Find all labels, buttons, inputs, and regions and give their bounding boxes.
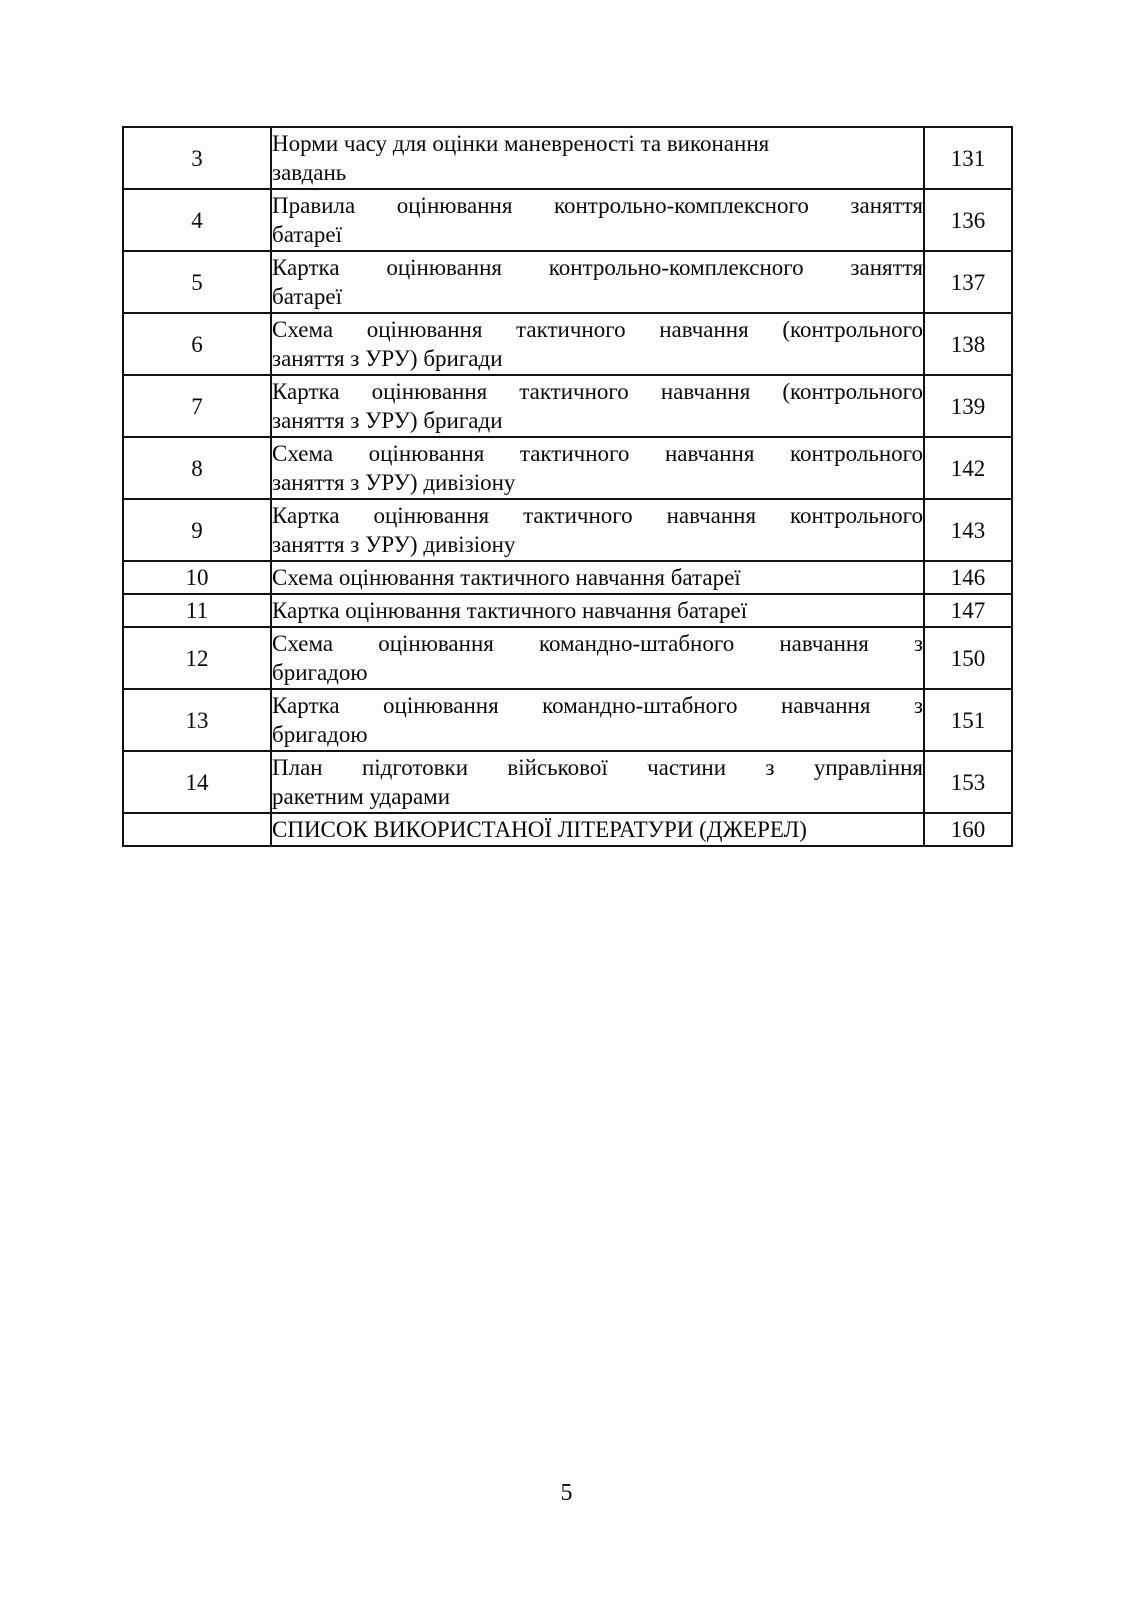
toc-row xyxy=(123,251,1012,313)
toc-title-line: Картка оцінювання тактичного навчання (контрольного xyxy=(272,379,923,404)
toc-title-line: Картка оцінювання командно-штабного навчання з xyxy=(272,693,923,718)
toc-title-line: заняття з УРУ) дивізіону xyxy=(272,470,516,495)
toc-title-line: План підготовки військової частини з управління xyxy=(272,755,923,780)
toc-row-number: 10 xyxy=(123,561,271,594)
toc-row-number xyxy=(123,813,271,846)
toc-row xyxy=(123,499,1012,561)
toc-row xyxy=(123,313,1012,375)
toc-row xyxy=(123,751,1012,813)
toc-row-title xyxy=(271,437,924,499)
toc-title-line: СПИСОК ВИКОРИСТАНОЇ ЛІТЕРАТУРИ (ДЖЕРЕЛ) xyxy=(272,817,807,842)
toc-title-line: батареї xyxy=(272,222,342,247)
toc-title-line: Схема оцінювання командно-штабного навчання з xyxy=(272,631,923,656)
toc-row-page: 136 xyxy=(924,189,1012,251)
toc-row-number: 7 xyxy=(123,375,271,437)
toc-row-title xyxy=(271,127,924,189)
toc-row-title xyxy=(271,375,924,437)
toc-row-number: 9 xyxy=(123,499,271,561)
toc-title-line: Схема оцінювання тактичного навчання батареї xyxy=(272,565,741,590)
toc-row-number: 3 xyxy=(123,127,271,189)
toc-row-number: 14 xyxy=(123,751,271,813)
toc-title-line: ракетним ударами xyxy=(272,784,451,809)
toc-title-line: бригадою xyxy=(272,722,368,747)
toc-row-number: 4 xyxy=(123,189,271,251)
toc-title-line: Схема оцінювання тактичного навчання контрольного xyxy=(272,441,923,466)
toc-row-page: 160 xyxy=(924,813,1012,846)
toc-row xyxy=(123,594,1012,627)
toc-row xyxy=(123,189,1012,251)
toc-title-line: Картка оцінювання тактичного навчання контрольного xyxy=(272,503,923,528)
toc-row xyxy=(123,127,1012,189)
toc-title-line: Картка оцінювання тактичного навчання батареї xyxy=(272,598,748,623)
toc-row-page: 138 xyxy=(924,313,1012,375)
toc-row xyxy=(123,689,1012,751)
toc-title-line: Норми часу для оцінки маневреності та виконання xyxy=(272,131,770,156)
toc-row-page: 150 xyxy=(924,627,1012,689)
toc-title-line: батареї xyxy=(272,284,342,309)
toc-row-title xyxy=(271,499,924,561)
page-number: 5 xyxy=(560,1480,573,1506)
toc-title-line: Правила оцінювання контрольно-комплексного заняття xyxy=(272,193,923,218)
toc-title-line: заняття з УРУ) бригади xyxy=(272,346,503,371)
toc-row xyxy=(123,627,1012,689)
toc-row-title xyxy=(271,751,924,813)
toc-row-number: 6 xyxy=(123,313,271,375)
toc-row xyxy=(123,437,1012,499)
toc-row-title xyxy=(271,561,924,594)
toc-row-page: 131 xyxy=(924,127,1012,189)
toc-row xyxy=(123,561,1012,594)
toc-row-page: 137 xyxy=(924,251,1012,313)
toc-table xyxy=(122,126,1013,847)
toc-row-page: 142 xyxy=(924,437,1012,499)
toc-title-line: Схема оцінювання тактичного навчання (контрольного xyxy=(272,317,923,342)
toc-row-page: 146 xyxy=(924,561,1012,594)
toc-row-title xyxy=(271,251,924,313)
toc-row-page: 151 xyxy=(924,689,1012,751)
toc-title-line: Картка оцінювання контрольно-комплексного заняття xyxy=(272,255,923,280)
toc-row-page: 153 xyxy=(924,751,1012,813)
toc-row-title xyxy=(271,313,924,375)
toc-row-number: 12 xyxy=(123,627,271,689)
toc-row-page: 147 xyxy=(924,594,1012,627)
toc-row-page: 139 xyxy=(924,375,1012,437)
toc-row-number: 5 xyxy=(123,251,271,313)
toc-row-number: 8 xyxy=(123,437,271,499)
toc-row-title xyxy=(271,813,924,846)
toc-title-line: бригадою xyxy=(272,660,368,685)
toc-table-body xyxy=(123,127,1012,846)
toc-row-page: 143 xyxy=(924,499,1012,561)
toc-row-title xyxy=(271,689,924,751)
toc-title-line: завдань xyxy=(272,160,347,185)
toc-row-number: 11 xyxy=(123,594,271,627)
toc-row-number: 13 xyxy=(123,689,271,751)
toc-row-title xyxy=(271,627,924,689)
toc-row xyxy=(123,813,1012,846)
toc-title-line: заняття з УРУ) дивізіону xyxy=(272,532,516,557)
toc-row-title xyxy=(271,594,924,627)
toc-row xyxy=(123,375,1012,437)
toc-title-line: заняття з УРУ) бригади xyxy=(272,408,503,433)
toc-row-title xyxy=(271,189,924,251)
